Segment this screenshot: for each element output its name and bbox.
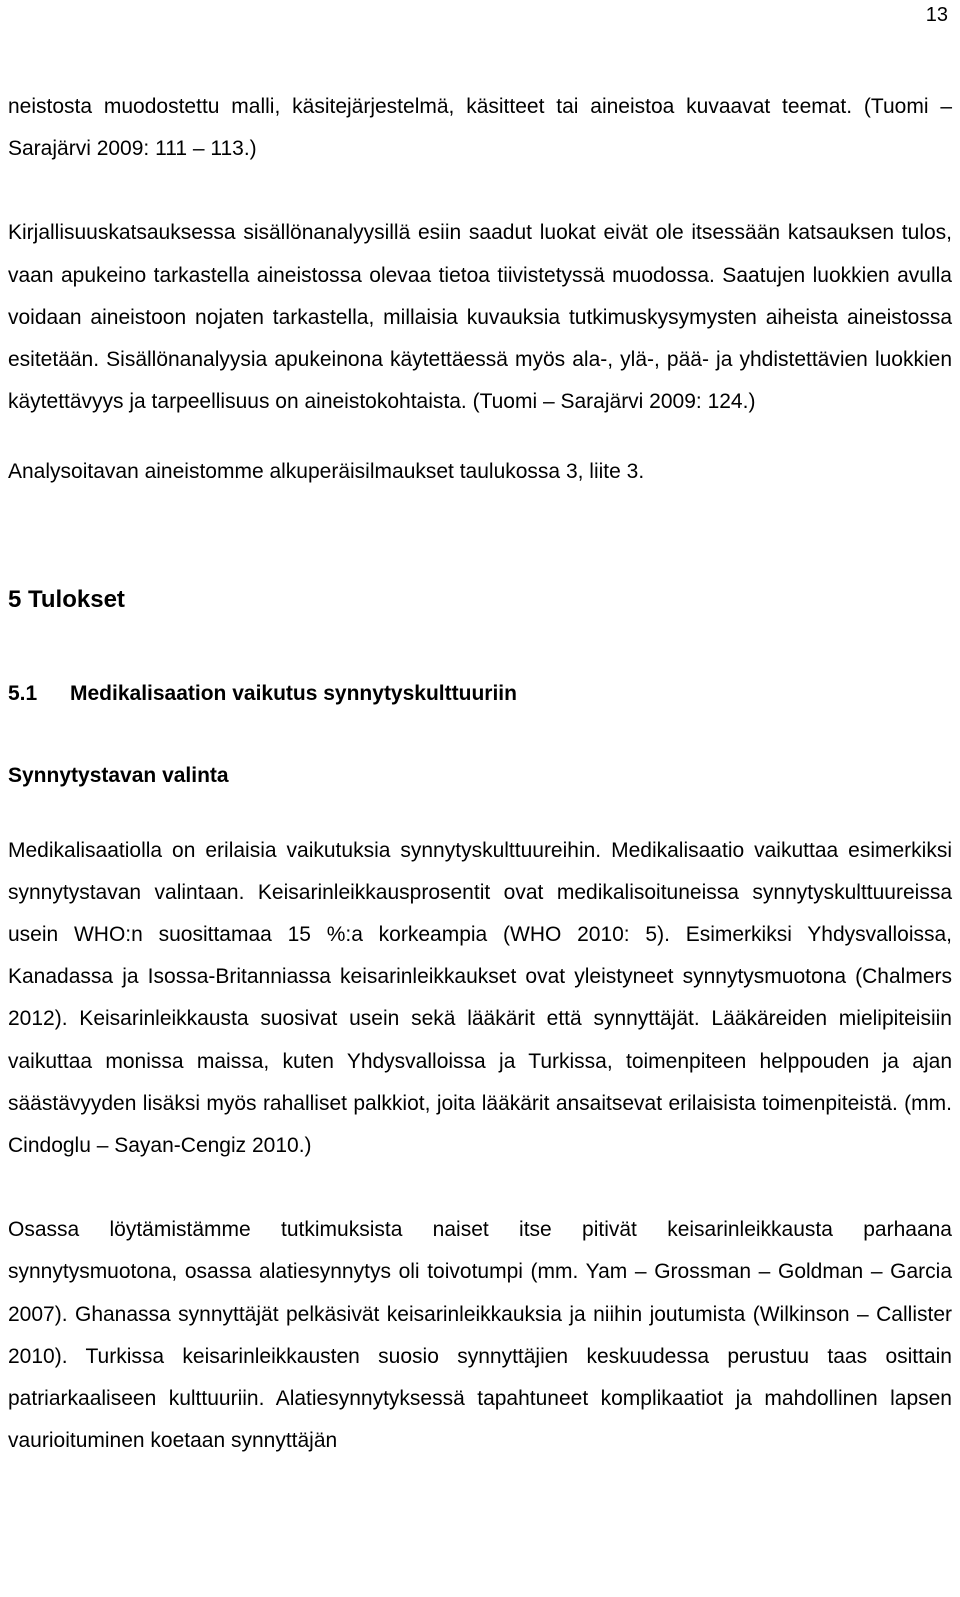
paragraph-3: Analysoitavan aineistomme alkuperäisilmaukset taulukossa 3, liite 3. (8, 460, 645, 484)
subsection-number: 5.1 (8, 681, 38, 705)
document-body (8, 86, 952, 1462)
subsection-heading (8, 674, 952, 714)
page-number: 13 (925, 4, 948, 26)
section-heading: 5 Tulokset (8, 585, 125, 613)
subsection-title: Medikalisaation vaikutus synnytyskulttuuriin (70, 681, 517, 705)
paragraph-4: Medikalisaatiolla on erilaisia vaikutuksia synnytyskulttuureihin. Medikalisaatio vaikuttaa esimerkiksi synnytystavan valintaan. Keisarinleikkausprosentit ovat medikalisoituneissa synnytyskulttuureissa usein WHO:n suosittamaa 15 %:a korkeampia (WHO 2010: 5). Esimerkiksi Yhdysvalloissa, Kanadassa ja Isossa-Britanniassa keisarinleikkaukset ovat yleistyneet synnytysmuotona (Chalmers 2012). Keisarinleikkausta suosivat usein sekä lääkärit että synnyttäjät. Lääkäreiden mielipiteisiin vaikuttaa monissa maissa, kuten Yhdysvalloissa ja Turkissa, toimenpiteen helppouden ja ajan säästävyyden lisäksi myös rahalliset palkkiot, joita lääkärit ansaitsevat erilaisista toimenpiteistä. (mm. Cindoglu – Sayan-Cengiz 2010.) (8, 838, 952, 1158)
paragraph-2: Kirjallisuuskatsauksessa sisällönanalyysillä esiin saadut luokat eivät ole itsessään katsauksen tulos, vaan apukeino tarkastella aineistossa olevaa tietoa tiivistetyssä muodossa. Saatujen luokkien avulla voidaan aineistoon nojaten tarkastella, millaisia kuvauksia tutkimuskysymysten aiheista aineistossa esitetään. Sisällönanalyysia apukeinona käytettäessä myös ala-, ylä-, pää- ja yhdistettävien luokkien käytettävyys ja tarpeellisuus on aineistokohtaista. (Tuomi – Sarajärvi 2009: 124.) (8, 221, 952, 414)
paragraph-5: Osassa löytämistämme tutkimuksista naiset itse pitivät keisarinleikkausta parhaana synnytysmuotona, osassa alatiesynnytys oli toivotumpi (mm. Yam – Grossman – Goldman – Garcia 2007). Ghanassa synnyttäjät pelkäsivät keisarinleikkauksia ja niihin joutumista (Wilkinson – Callister 2010). Turkissa keisarinleikkausten suosio synnyttäjien keskuudessa perustuu taas osittain patriarkaaliseen kulttuuriin. Alatiesynnytyksessä tapahtuneet komplikaatiot ja mahdollinen lapsen vaurioituminen koetaan synnyttäjän (8, 1218, 952, 1453)
paragraph-1: neistosta muodostettu malli, käsitejärjestelmä, käsitteet tai aineistoa kuvaavat teemat. (Tuomi – Sarajärvi 2009: 111 – 113.) (8, 95, 952, 161)
subsubsection-heading: Synnytystavan valinta (8, 763, 229, 787)
